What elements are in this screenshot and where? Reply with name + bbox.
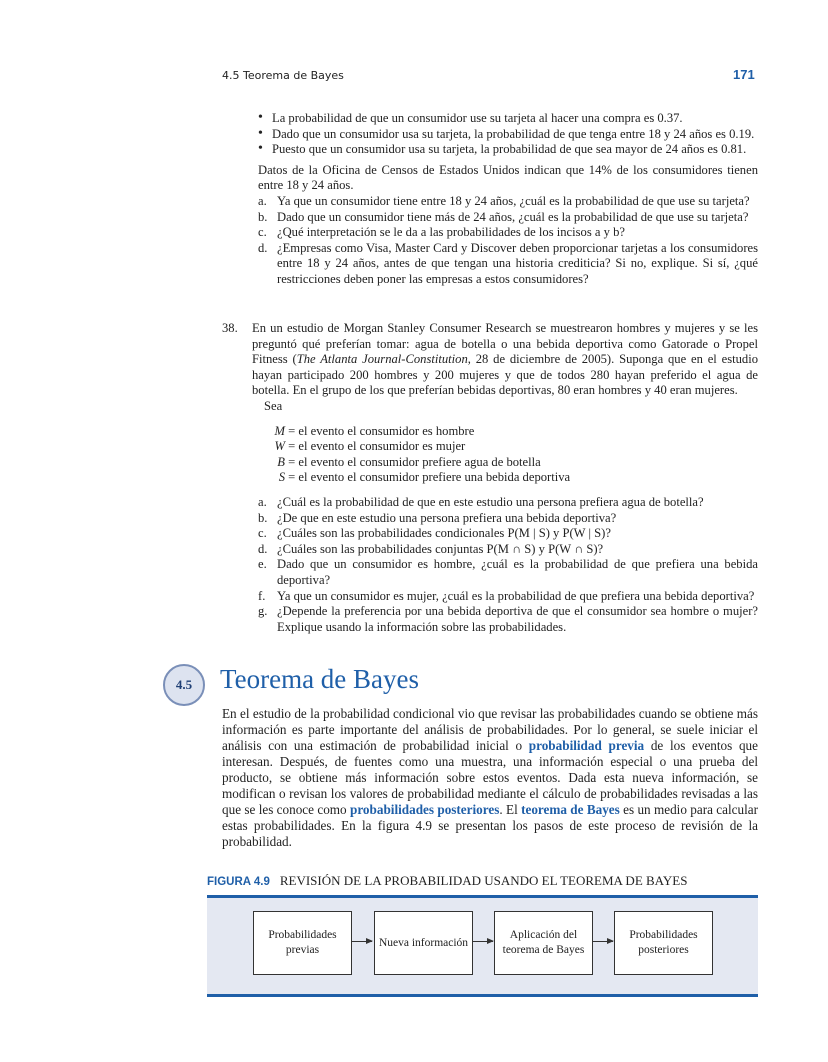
question-letter: f. — [258, 588, 266, 603]
event-definition: = el evento el consumidor es hombre — [288, 423, 475, 438]
question-text: ¿Cuáles son las probabilidades conjuntas P(M ∩ S) y P(W ∩ S)? — [277, 541, 604, 556]
question-text: ¿Empresas como Visa, Master Card y Discover deben proporcionar tarjetas a los consumidores entre 18 y 24 años, antes de que tengan una historia crediticia? Si no, explique. Si sí, ¿qué restricciones deben poner las empresas a estos consumidores? — [277, 240, 758, 286]
exercise-38 — [222, 321, 758, 635]
step-box: Nueva información — [374, 911, 473, 975]
bullet-list — [258, 111, 758, 288]
bullet-item: • Dado que un consumidor usa su tarjeta, la probabilidad de que tenga entre 18 y 24 años es 0.19. — [258, 127, 758, 143]
bullet-item: • La probabilidad de que un consumidor use su tarjeta al hacer una compra es 0.37. — [258, 111, 758, 127]
question-letter: a. — [258, 494, 267, 509]
sea-label: Sea — [264, 398, 283, 413]
question-text: ¿De que en este estudio una persona prefiera una bebida deportiva? — [277, 510, 617, 525]
question-letter: e. — [258, 557, 267, 572]
term-highlight: teorema de Bayes — [521, 802, 620, 817]
source-citation: The Atlanta Journal-Constitution — [296, 352, 468, 367]
question-letter: c. — [258, 526, 267, 541]
running-header: 4.5 Teorema de Bayes — [222, 69, 344, 82]
question-list-37 — [258, 194, 758, 288]
event-definition: = el evento el consumidor prefiere agua de botella — [288, 454, 541, 469]
body-text: . El — [499, 802, 522, 817]
step-box: Probabilidades previas — [253, 911, 352, 975]
question-letter: d. — [258, 541, 268, 556]
question-text: Dado que un consumidor tiene más de 24 años, ¿cuál es la probabilidad de que use su tarjeta? — [277, 209, 749, 224]
event-variable: S — [278, 470, 285, 485]
exercise-text: , 28 de diciembre de 2005). Suponga que en el estudio hayan participado 200 hombres y 200 mujeres y que de todos 280 hayan preferido el agua de botella. En el grupo de los que preferían bebidas deportivas, 80 eran hombres y 40 eran mujeres. — [252, 352, 758, 398]
census-paragraph: Datos de la Oficina de Censos de Estados Unidos indican que 14% de los consumidores tienen entre 18 y 24 años. — [258, 162, 758, 193]
event-variable: W — [274, 439, 285, 454]
step-box: Probabilidades posteriores — [614, 911, 713, 975]
question-letter: b. — [258, 209, 268, 224]
event-definitions — [263, 424, 758, 486]
question-letter: g. — [258, 604, 268, 619]
question-text: ¿Depende la preferencia por una bebida deportiva de que el consumidor sea hombre o mujer? Explique usando la información sobre las probabilidades. — [277, 604, 758, 634]
figure-diagram — [207, 895, 758, 997]
term-highlight: probabilidad previa — [528, 738, 645, 753]
question-text: Dado que un consumidor es hombre, ¿cuál es la probabilidad de que prefiera una bebida deportiva? — [277, 557, 758, 587]
question-letter: d. — [258, 240, 268, 255]
question-letter: c. — [258, 225, 267, 240]
body-text: En el estudio de la probabilidad condicional vio que revisar las probabilidades cuando se obtiene más información es parte importante del análisis de probabilidades. Por lo general, se suele iniciar el análisis con una estimación de probabilidad inicial o — [222, 706, 758, 753]
question-list-38 — [258, 495, 758, 635]
question-text: Ya que un consumidor tiene entre 18 y 24 años, ¿cuál es la probabilidad de que use su tarjeta? — [277, 193, 750, 208]
question-text: ¿Cuáles son las probabilidades condicionales P(M | S) y P(W | S)? — [277, 526, 611, 541]
event-variable: B — [277, 454, 285, 469]
step-box: Aplicación del teorema de Bayes — [494, 911, 593, 975]
section-body — [222, 706, 758, 850]
body-text: es un medio para calcular estas probabilidades. En la figura 4.9 se presentan los pasos de este proceso de revisión de la probabilidad. — [222, 802, 759, 849]
event-definition: = el evento el consumidor prefiere una bebida deportiva — [288, 470, 571, 485]
exercise-text: En un estudio de Morgan Stanley Consumer Research se muestrearon hombres y mujeres y se les preguntó qué preferían tomar: agua de botella o una bebida deportiva como Gatorade o Propel Fitness ( — [252, 321, 758, 367]
exercise-number: 38. — [222, 321, 238, 335]
figure-title: REVISIÓN DE LA PROBABILIDAD USANDO EL TEOREMA DE BAYES — [279, 873, 688, 888]
event-variable: M — [274, 423, 285, 438]
section-number-badge: 4.5 — [163, 664, 205, 706]
arrow-right-icon — [473, 941, 493, 942]
body-text: de los eventos que interesan. Después, de fuentes como una muestra, una información especial o una prueba del producto, se obtiene más información sobre estos eventos. Dada esta nueva información, se modifican o revisan los valores de probabilidad mediante el cálculo de probabilidades revisadas a las que se les conoce como — [222, 738, 758, 817]
event-definition: = el evento el consumidor es mujer — [288, 439, 466, 454]
question-text: ¿Cuál es la probabilidad de que en este estudio una persona prefiera agua de botella? — [277, 494, 704, 509]
bullet-item: • Puesto que un consumidor usa su tarjeta, la probabilidad de que sea mayor de 24 años es 0.81. — [258, 142, 758, 158]
arrow-right-icon — [352, 941, 372, 942]
question-text: ¿Qué interpretación se le da a las probabilidades de los incisos a y b? — [277, 225, 625, 240]
term-highlight: probabilidades posteriores — [349, 802, 500, 817]
arrow-right-icon — [593, 941, 613, 942]
question-letter: b. — [258, 510, 268, 525]
page-number: 171 — [733, 67, 755, 82]
figure-caption — [207, 873, 687, 889]
section-title: Teorema de Bayes — [220, 664, 420, 694]
question-letter: a. — [258, 193, 267, 208]
question-text: Ya que un consumidor es mujer, ¿cuál es la probabilidad de que prefiera una bebida deportiva? — [277, 588, 755, 603]
figure-label: FIGURA 4.9 — [207, 876, 270, 888]
